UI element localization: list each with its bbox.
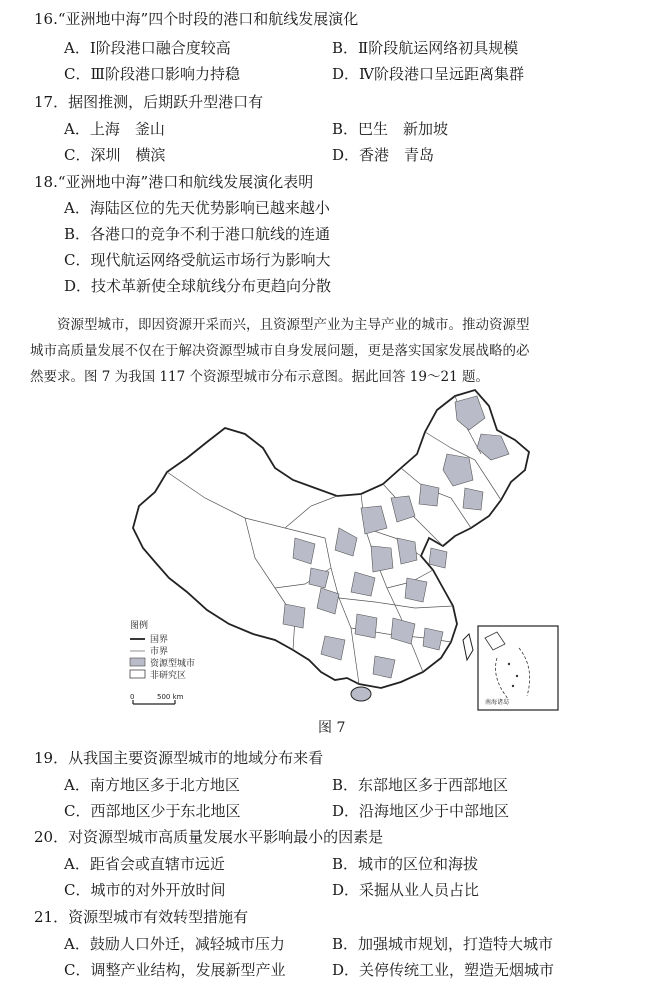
q16-option-a[interactable]: A．Ⅰ阶段港口融合度较高 [64, 39, 231, 57]
question-20-stem: 20．对资源型城市高质量发展水平影响最小的因素是 [34, 828, 384, 846]
passage [30, 312, 630, 390]
question-17-stem: 17．据图推测，后期跃升型港口有 [34, 93, 264, 111]
q18-option-a[interactable]: A．海陆区位的先天优势影响已越来越小 [64, 199, 330, 217]
q18-option-d[interactable]: D．技术革新使全球航线分布更趋向分散 [64, 277, 332, 295]
q17-option-a[interactable]: A．上海 釜山 [64, 120, 165, 138]
question-19-stem: 19．从我国主要资源型城市的地域分布来看 [34, 749, 324, 767]
q20-option-c[interactable]: C．城市的对外开放时间 [64, 881, 226, 899]
q20-option-a[interactable]: A．距省会或直辖市远近 [64, 855, 225, 873]
q18-option-b[interactable]: B．各港口的竞争不利于港口航线的连通 [64, 225, 331, 243]
q20-option-b[interactable]: B．城市的区位和海拔 [332, 855, 479, 873]
passage-line-3: 然要求。图 7 为我国 117 个资源型城市分布示意图。据此回答 19～21 题。 [30, 369, 489, 385]
figure-caption: 图 7 [318, 720, 346, 736]
question-21-stem: 21．资源型城市有效转型措施有 [34, 908, 249, 926]
passage-line-2: 城市高质量发展不仅在于解决资源型城市自身发展问题，更是落实国家发展战略的必 [30, 343, 530, 359]
q19-option-a[interactable]: A．南方地区多于北方地区 [64, 776, 240, 794]
q21-option-a[interactable]: A．鼓励人口外迁，减轻城市压力 [64, 935, 285, 953]
inset-label: 南海诸岛 [485, 699, 510, 706]
q17-option-c[interactable]: C．深圳 横滨 [64, 146, 166, 164]
scale-label: 500 km [157, 693, 184, 701]
legend-title: 图例 [130, 621, 149, 631]
legend-resource-city: 资源型城市 [150, 659, 196, 669]
legend-city-border: 市界 [150, 647, 169, 657]
south-china-sea-inset [478, 626, 558, 710]
q21-option-b[interactable]: B．加强城市规划，打造特大城市 [332, 935, 554, 953]
question-16-stem: 16.“亚洲地中海”四个时段的港口和航线发展演化 [34, 10, 359, 28]
china-resource-city-map [125, 388, 565, 713]
q16-option-d[interactable]: D．Ⅳ阶段港口呈远距离集群 [332, 65, 525, 83]
q18-option-c[interactable]: C．现代航运网络受航运市场行为影响大 [64, 251, 331, 269]
taiwan-island [463, 634, 473, 660]
scale-zero: 0 [130, 693, 135, 701]
q19-option-c[interactable]: C．西部地区少于东北地区 [64, 802, 241, 820]
passage-line-1: 资源型城市，即因资源开采而兴，且资源型产业为主导产业的城市。推动资源型 [57, 317, 530, 333]
legend-national-border: 国界 [150, 635, 169, 645]
hainan-island [351, 687, 371, 701]
q17-option-d[interactable]: D．香港 青岛 [332, 146, 435, 164]
q21-option-d[interactable]: D．关停传统工业，塑造无烟城市 [332, 961, 555, 979]
q20-option-d[interactable]: D．采掘从业人员占比 [332, 881, 480, 899]
legend-non-study-area: 非研究区 [150, 671, 187, 681]
q19-option-b[interactable]: B．东部地区多于西部地区 [332, 776, 509, 794]
question-18-stem: 18.“亚洲地中海”港口和航线发展演化表明 [34, 173, 314, 191]
q16-option-c[interactable]: C．Ⅲ阶段港口影响力持稳 [64, 65, 240, 83]
map-legend [130, 619, 195, 704]
q16-option-b[interactable]: B．Ⅱ阶段航运网络初具规模 [332, 39, 519, 57]
q19-option-d[interactable]: D．沿海地区少于中部地区 [332, 802, 510, 820]
q21-option-c[interactable]: C．调整产业结构，发展新型产业 [64, 961, 286, 979]
q17-option-b[interactable]: B．巴生 新加坡 [332, 120, 449, 138]
